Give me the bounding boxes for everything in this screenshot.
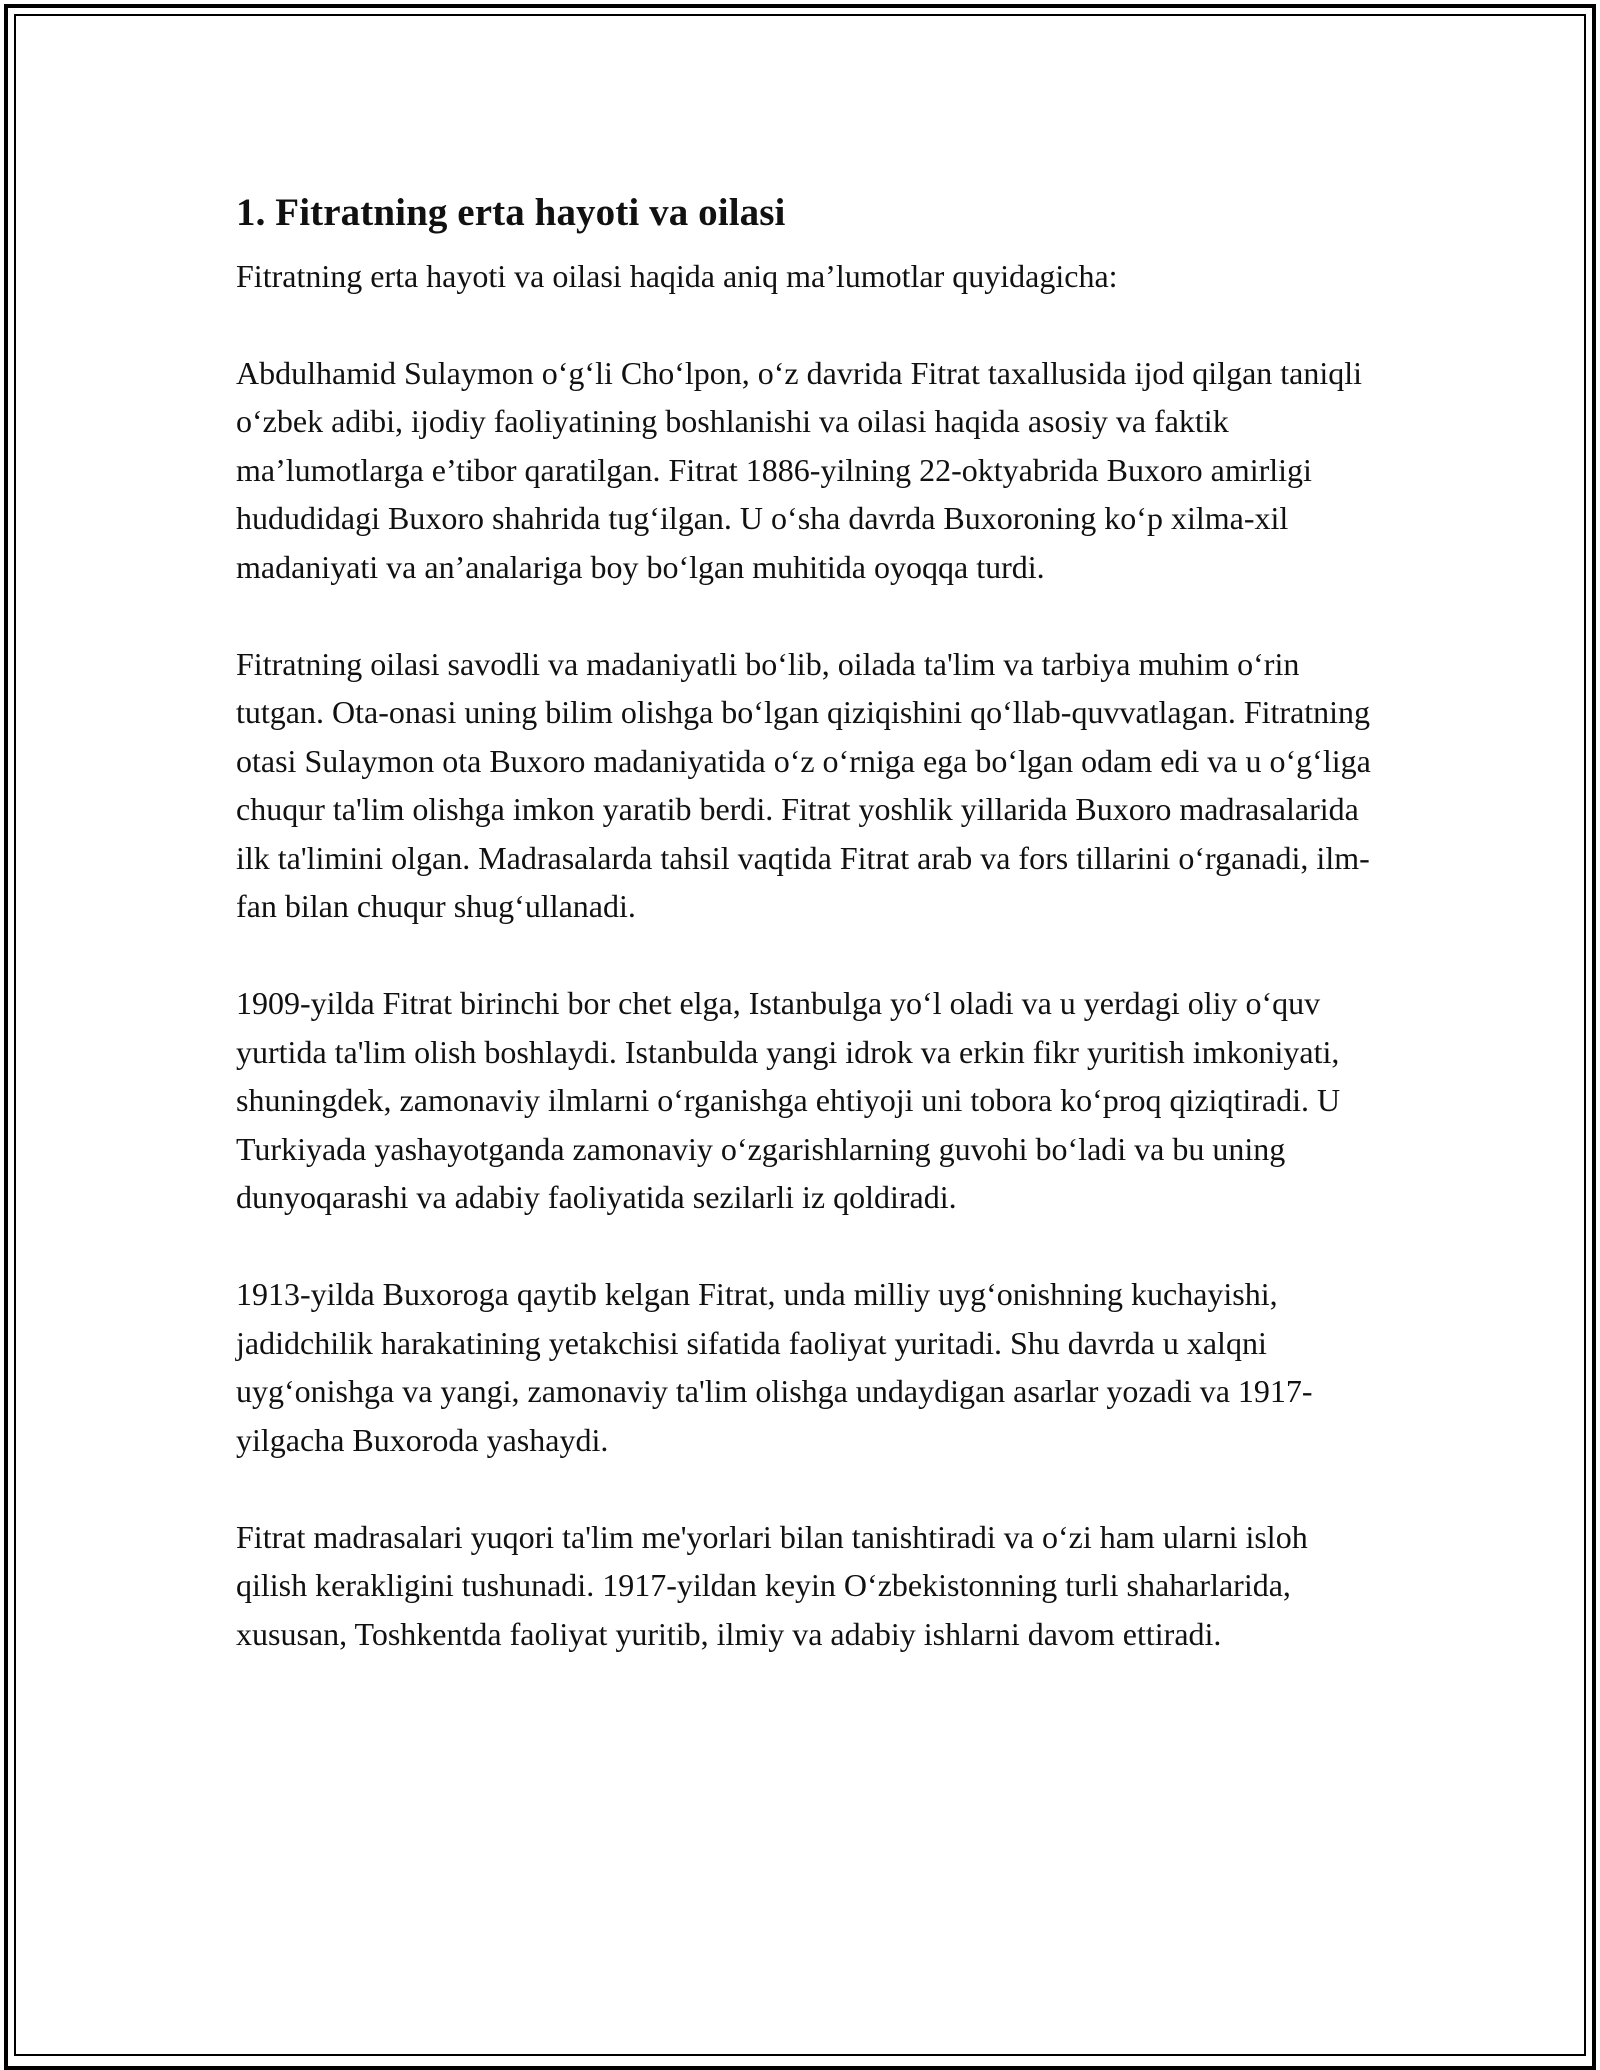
intro-paragraph: Fitratning erta hayoti va oilasi haqida aniq ma’lumotlar quyidagicha:: [236, 258, 1118, 294]
paragraph-istanbul: 1909-yilda Fitrat birinchi bor chet elga, Istanbulga yo‘l oladi va u yerdagi oliy o‘quv yurtida ta'lim olish boshlaydi. Istanbulda yangi idrok va erkin fikr yuritish imkoniyati, shuningdek, zamonaviy ilmlarni o‘rganishga ehtiyoji uni tobora ko‘proq qiziqtiradi. U Turkiyada yashayotganda zamonaviy o‘zgarishlarning guvohi bo‘ladi va bu uning dunyoqarashi va adabiy faoliyatida sezilarli iz qoldiradi.: [236, 985, 1341, 1215]
paragraph-madrasa-reform: Fitrat madrasalari yuqori ta'lim me'yorlari bilan tanishtiradi va o‘zi ham ularni isloh qilish kerakligini tushunadi. 1917-yildan keyin O‘zbekistonning turli shaharlarida, xususan, Toshkentda faoliyat yuritib, ilmiy va adabiy ishlarni davom ettiradi.: [236, 1518, 1308, 1652]
paragraph-family: Fitratning oilasi savodli va madaniyatli bo‘lib, oilada ta'lim va tarbiya muhim o‘rin tutgan. Ota-onasi uning bilim olishga bo‘lgan qiziqishini qo‘llab-quvvatlagan. Fitratning otasi Sulaymon ota Buxoro madaniyatida o‘z o‘rniga ega bo‘lgan odam edi va u o‘g‘liga chuqur ta'lim olishga imkon yaratib berdi. Fitrat yoshlik yillarida Buxoro madrasalarida ilk ta'limini olgan. Madrasalarda tahsil vaqtida Fitrat arab va fors tillarini o‘rganadi, ilm-fan bilan chuqur shug‘ullanadi.: [236, 645, 1371, 924]
document-body: [236, 182, 1386, 1658]
section-heading: 1. Fitratning erta hayoti va oilasi: [236, 191, 786, 234]
paragraph-early-life: Abdulhamid Sulaymon o‘g‘li Cho‘lpon, o‘z davrida Fitrat taxallusida ijod qilgan taniqli o‘zbek adibi, ijodiy faoliyatining boshlanishi va oilasi haqida asosiy va faktik ma’lumotlarga e’tibor qaratilgan. Fitrat 1886-yilning 22-oktyabrida Buxoro amirligi hududidagi Buxoro shahrida tug‘ilgan. U o‘sha davrda Buxoroning ko‘p xilma-xil madaniyati va an’analariga boy bo‘lgan muhitida oyoqqa turdi.: [236, 354, 1363, 585]
paragraph-return-bukhara: 1913-yilda Buxoroga qaytib kelgan Fitrat, unda milliy uyg‘onishning kuchayishi, jadidchilik harakatining yetakchisi sifatida faoliyat yuritadi. Shu davrda u xalqni uyg‘onishga va yangi, zamonaviy ta'lim olishga undaydigan asarlar yozadi va 1917-yilgacha Buxoroda yashaydi.: [236, 1276, 1313, 1458]
